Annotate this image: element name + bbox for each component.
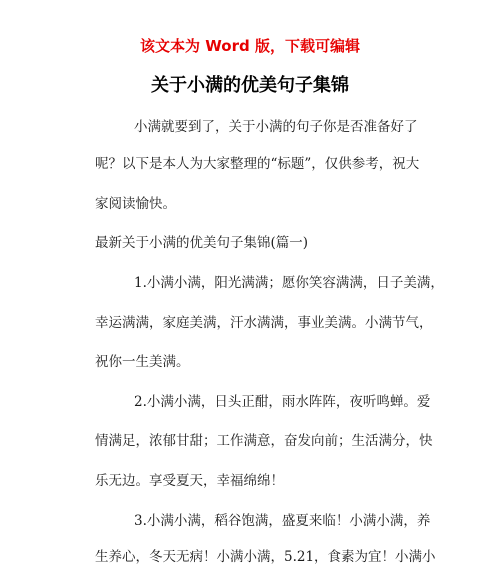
paragraph-line: 小满就要到了，关于小满的句子你是否准备好了 xyxy=(134,119,418,135)
paragraph-line: 3.小满小满，稻谷饱满，盛夏来临！小满小满，养 xyxy=(134,513,431,529)
paragraph-line: 情满足，浓郁甘甜；工作满意，奋发向前；生活满分，快 xyxy=(95,433,433,449)
paragraph-line: 祝你一生美满。 xyxy=(95,354,190,370)
paragraph-line: 幸运满满，家庭美满，汗水满满，事业美满。小满节气， xyxy=(95,315,433,331)
paragraph-line: 2.小满小满，日头正酣，雨水阵阵，夜听鸣蝉。爱 xyxy=(134,394,431,410)
paragraph-line: 乐无边。享受夏天，幸福绵绵！ xyxy=(95,473,284,489)
paragraph-line: 家阅读愉快。 xyxy=(95,196,176,212)
section-heading: 最新关于小满的优美句子集锦(篇一) xyxy=(95,235,309,251)
document-title: 关于小满的优美句子集锦 xyxy=(151,75,349,96)
paragraph-line: 生养心，冬天无病！小满小满，5.21，食素为宜！小满小 xyxy=(95,549,436,565)
paragraph-line: 1.小满小满，阳光满满；愿你笑容满满，日子美满， xyxy=(134,275,444,291)
paragraph-line: 呢？以下是本人为大家整理的“标题”，仅供参考，祝大 xyxy=(95,156,420,172)
editable-notice: 该文本为 Word 版，下载可编辑 xyxy=(140,37,360,55)
